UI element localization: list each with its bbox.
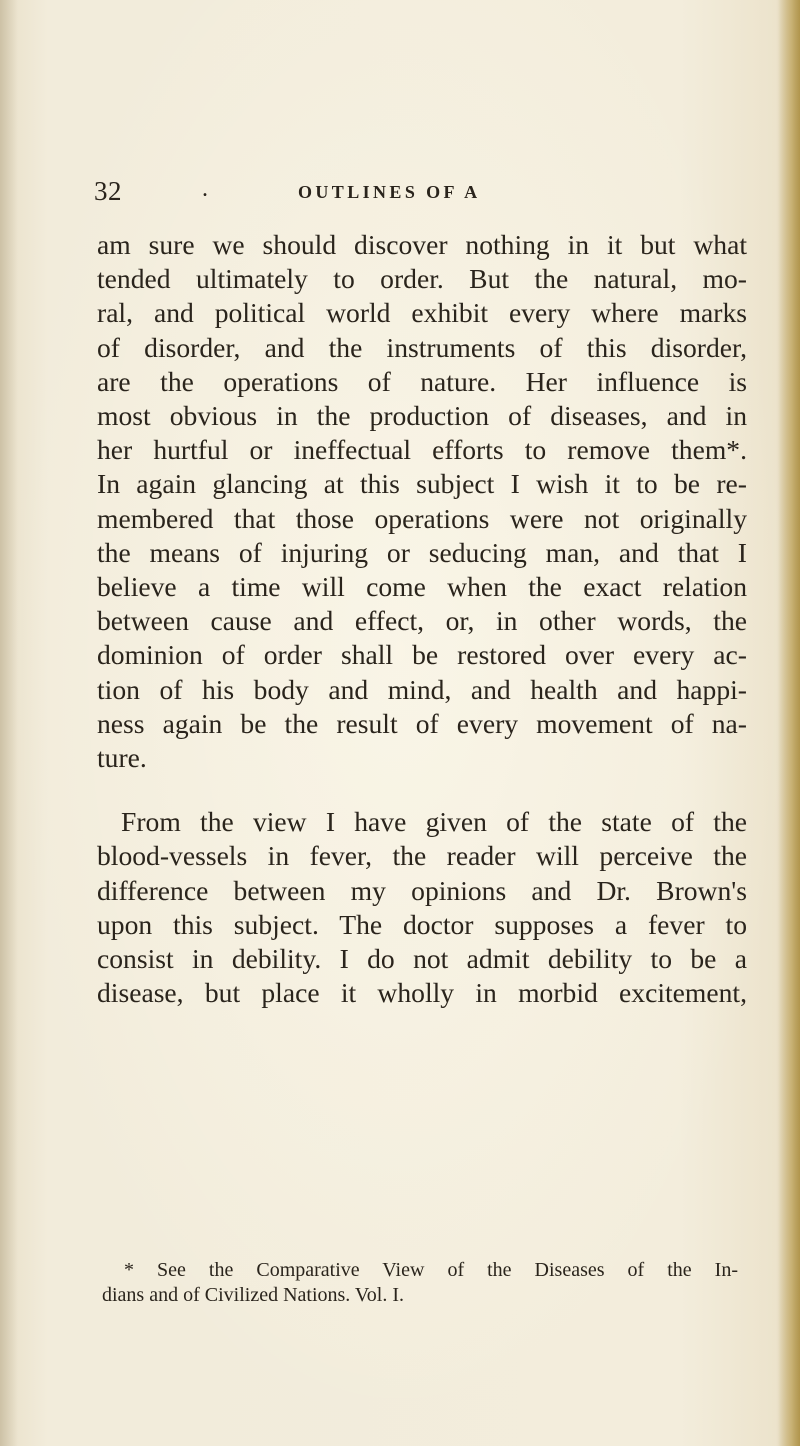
paragraph-1 — [97, 228, 747, 775]
text-line: of disorder, and the instruments of this disorder, — [97, 331, 747, 363]
running-head: OUTLINES OF A — [298, 182, 481, 202]
text-line: am sure we should discover nothing in it but what — [97, 229, 747, 260]
footnote-line: * See the Comparative View of the Diseases of the In- — [124, 1259, 738, 1281]
paragraph-2 — [97, 805, 747, 1010]
text-line: disease, but place it wholly in morbid excitement, — [97, 977, 747, 1009]
paragraph-gap — [97, 775, 747, 805]
footnote — [102, 1258, 738, 1308]
page-edge — [778, 0, 800, 1446]
text-line: ture. — [97, 742, 147, 774]
gutter-shadow — [0, 0, 18, 1446]
text-line: the means of injuring or seducing man, and that I — [97, 536, 747, 568]
text-line: dominion of order shall be restored over every ac- — [97, 639, 747, 671]
text-line: difference between my opinions and Dr. Brown's — [97, 874, 747, 906]
text-line: ral, and political world exhibit every where marks — [97, 297, 747, 329]
text-line: tended ultimately to order. But the natural, mo- — [97, 263, 747, 295]
text-line: are the operations of nature. Her influence is — [97, 365, 747, 397]
text-line: ness again be the result of every movement of na- — [97, 707, 747, 739]
page-number: 32 — [94, 176, 122, 206]
text-line: her hurtful or ineffectual efforts to remove them*. — [97, 434, 747, 466]
text-line: tion of his body and mind, and health and happi- — [97, 673, 747, 705]
text-line: From the view I have given of the state of the — [121, 806, 747, 838]
text-line: between cause and effect, or, in other words, the — [97, 605, 747, 637]
page-header — [94, 176, 694, 216]
footnote-line: dians and of Civilized Nations. Vol. I. — [102, 1284, 405, 1306]
text-line: consist in debility. I do not admit debility to be a — [97, 943, 747, 975]
text-line: In again glancing at this subject I wish it to be re- — [97, 468, 747, 500]
text-line: membered that those operations were not originally — [97, 502, 747, 534]
body-text — [97, 228, 747, 1010]
text-line: upon this subject. The doctor supposes a fever to — [97, 908, 747, 940]
text-line: believe a time will come when the exact relation — [97, 571, 747, 603]
header-separator: . — [202, 176, 208, 202]
text-line: most obvious in the production of diseases, and in — [97, 400, 747, 432]
text-line: blood-vessels in fever, the reader will perceive the — [97, 840, 747, 872]
